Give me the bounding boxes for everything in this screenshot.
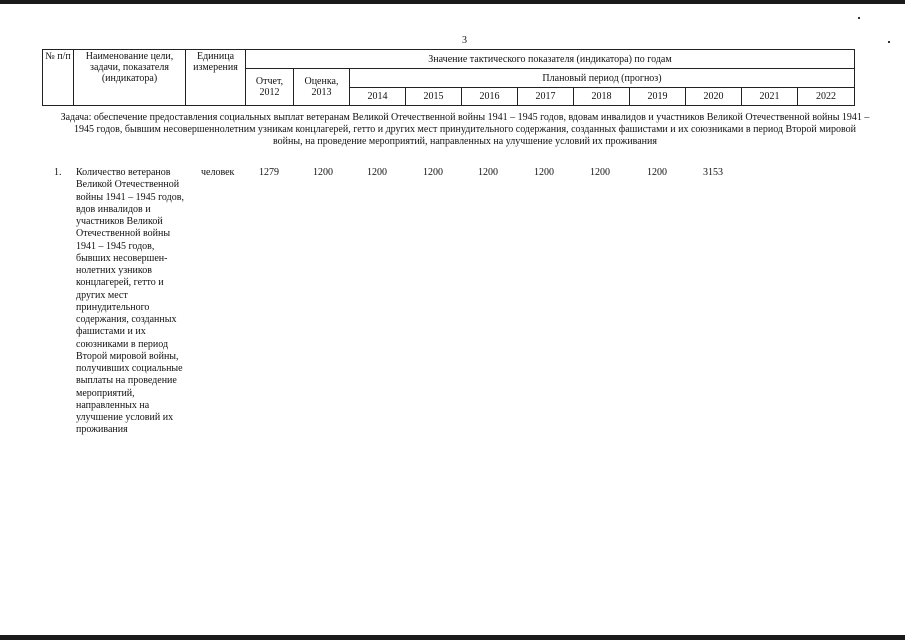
indicator-unit: человек [201, 167, 235, 178]
header-values: Значение тактического показателя (индикатора) по годам [246, 50, 855, 69]
indicator-name: Количество ветеранов Великой Отечественной войны 1941 – 1945 годов, вдов инвалидов и участников Великой Отечественной войны 1941 – 1945 годов, бывших несовершен-нолетних узников концлагерей, гетто и других мест принудительного содержания, созданных фашистами и их союзниками в период Второй мировой войны, получивших социальные выплаты на проведение мероприятий, направленных на улучшение условий их проживания [76, 167, 184, 436]
header-report: Отчет, 2012 [246, 69, 294, 106]
year-cell: 2021 [742, 88, 798, 106]
year-cell: 2017 [518, 88, 574, 106]
year-cell: 2020 [686, 88, 742, 106]
value-2016: 1200 [478, 167, 498, 178]
header-name: Наименование цели, задачи, показателя (индикатора) [74, 50, 186, 106]
bottom-scan-border [0, 635, 905, 640]
year-cell: 2019 [630, 88, 686, 106]
value-2019: 1200 [647, 167, 667, 178]
value-2013: 1200 [313, 167, 333, 178]
year-cell: 2018 [574, 88, 630, 106]
header-unit: Единица измерения [186, 50, 246, 106]
year-cell: 2016 [462, 88, 518, 106]
value-2012: 1279 [259, 167, 279, 178]
value-2017: 1200 [534, 167, 554, 178]
scan-speck [888, 41, 890, 43]
header-num: № п/п [43, 50, 74, 106]
row-number: 1. [54, 167, 62, 178]
value-2020: 3153 [703, 167, 723, 178]
year-cell: 2022 [798, 88, 855, 106]
header-forecast: Плановый период (прогноз) [350, 69, 855, 88]
indicator-table-header [42, 49, 855, 106]
value-2014: 1200 [367, 167, 387, 178]
top-scan-border [0, 0, 905, 4]
header-estimate: Оценка, 2013 [294, 69, 350, 106]
page-number: 3 [462, 35, 467, 46]
scan-speck [858, 17, 860, 19]
task-description: Задача: обеспечение предоставления социальных выплат ветеранам Великой Отечественной войны 1941 – 1945 годов, вдовам инвалидов и участников Великой Отечественной войны 1941 – 1945 годов, бывшим несовершеннолетним узникам концлагерей, гетто и других мест принудительного содержания, созданных фашистами и их союзниками в период Второй мировой войны, на проведение мероприятий, направленных на улучшение условий их проживания [60, 112, 870, 147]
value-2015: 1200 [423, 167, 443, 178]
value-2018: 1200 [590, 167, 610, 178]
year-cell: 2014 [350, 88, 406, 106]
year-cell: 2015 [406, 88, 462, 106]
